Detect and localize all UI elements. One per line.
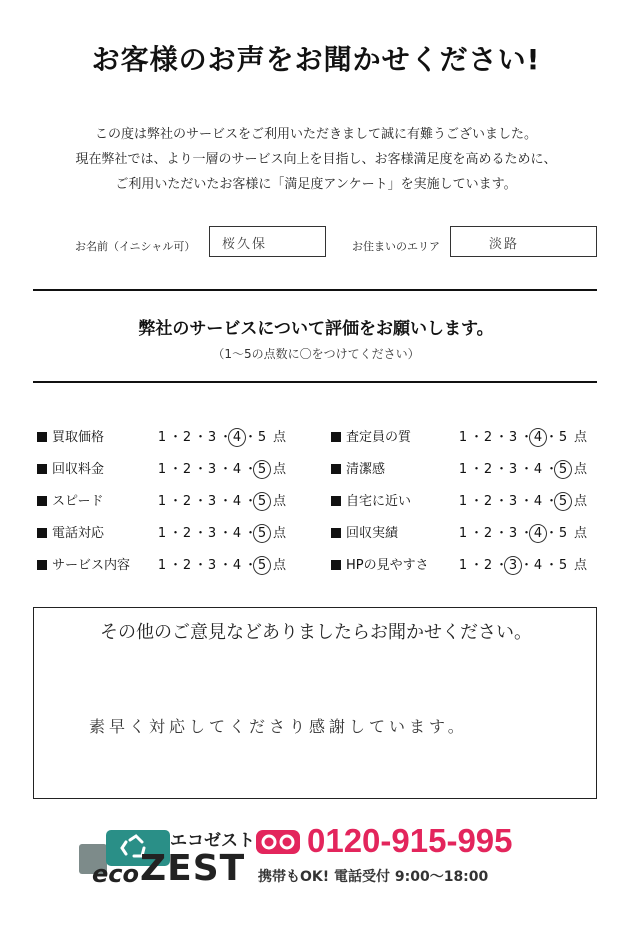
- score-option-selected[interactable]: 5: [255, 494, 269, 509]
- score-option[interactable]: 1: [458, 558, 468, 573]
- phone-hours: 携帯もOK! 電話受付 9:00〜18:00: [258, 869, 489, 885]
- scale-separator: ・: [244, 494, 258, 509]
- score-option-selected[interactable]: 4: [230, 430, 244, 445]
- scale-separator: ・: [520, 462, 534, 477]
- scale-separator: ・: [545, 494, 559, 509]
- area-field[interactable]: 淡路: [450, 226, 597, 257]
- score-option[interactable]: 2: [182, 558, 192, 573]
- score-option[interactable]: 4: [533, 558, 543, 573]
- rating-label: [37, 426, 104, 445]
- rating-row: [37, 490, 297, 510]
- score-option[interactable]: 3: [508, 462, 518, 477]
- score-option[interactable]: 4: [232, 558, 242, 573]
- score-option-selected[interactable]: 3: [506, 558, 520, 573]
- score-unit: 点: [574, 494, 588, 509]
- brand-eco: eco: [92, 860, 139, 888]
- comment-prompt: その他のご意見などありましたらお聞かせください。: [100, 622, 532, 643]
- rating-label-text: 査定員の質: [346, 430, 412, 445]
- intro-line-2: 現在弊社では、より一層のサービス向上を目指し、お客様満足度を高めるために、: [75, 152, 557, 167]
- score-unit: 点: [273, 430, 287, 445]
- scale-separator: ・: [244, 430, 258, 445]
- square-bullet-icon: [331, 528, 341, 538]
- score-option[interactable]: 2: [483, 494, 493, 509]
- rating-label-text: HPの見やすさ: [346, 558, 429, 573]
- score-unit: 点: [273, 494, 287, 509]
- rating-row: [331, 426, 591, 446]
- scale-separator: ・: [194, 430, 208, 445]
- square-bullet-icon: [37, 432, 47, 442]
- square-bullet-icon: [331, 464, 341, 474]
- score-unit: 点: [574, 430, 588, 445]
- rating-scale: [456, 426, 587, 445]
- score-option[interactable]: 3: [207, 494, 217, 509]
- rating-scale: [155, 426, 286, 445]
- rating-label-text: サービス内容: [52, 558, 131, 573]
- rating-row: [331, 554, 591, 574]
- score-option[interactable]: 2: [483, 526, 493, 541]
- brand-zest: ZEST: [140, 848, 246, 889]
- score-unit: 点: [273, 462, 287, 477]
- rating-scale: [456, 490, 587, 509]
- rating-scale: [155, 554, 286, 573]
- rating-scale: [456, 554, 587, 573]
- scale-separator: ・: [545, 430, 559, 445]
- score-option[interactable]: 2: [182, 430, 192, 445]
- brand-kana: エコゼスト: [170, 831, 255, 851]
- score-option[interactable]: 4: [232, 526, 242, 541]
- score-unit: 点: [574, 558, 588, 573]
- scale-separator: ・: [244, 526, 258, 541]
- scale-separator: ・: [219, 462, 233, 477]
- score-option[interactable]: 3: [508, 526, 518, 541]
- scale-separator: ・: [470, 462, 484, 477]
- scale-separator: ・: [219, 558, 233, 573]
- scale-separator: ・: [520, 558, 534, 573]
- rating-label: [37, 522, 104, 541]
- scale-separator: ・: [244, 558, 258, 573]
- score-option[interactable]: 5: [558, 558, 568, 573]
- score-option[interactable]: 2: [182, 494, 192, 509]
- score-option[interactable]: 1: [458, 494, 468, 509]
- score-option[interactable]: 1: [458, 462, 468, 477]
- scale-separator: ・: [169, 494, 183, 509]
- score-option[interactable]: 5: [558, 526, 568, 541]
- scale-separator: ・: [470, 526, 484, 541]
- score-option[interactable]: 2: [483, 430, 493, 445]
- rating-label-text: 電話対応: [52, 526, 105, 541]
- rating-scale: [456, 458, 587, 477]
- scale-separator: ・: [470, 430, 484, 445]
- scale-separator: ・: [169, 462, 183, 477]
- score-option[interactable]: 4: [533, 462, 543, 477]
- rating-scale: [456, 522, 587, 541]
- rating-row: [37, 458, 297, 478]
- scale-separator: ・: [219, 526, 233, 541]
- score-unit: 点: [574, 462, 588, 477]
- score-unit: 点: [273, 558, 287, 573]
- comment-box[interactable]: [33, 607, 597, 799]
- rating-label-text: スピード: [52, 494, 104, 509]
- score-option[interactable]: 2: [182, 526, 192, 541]
- score-option[interactable]: 4: [533, 494, 543, 509]
- score-unit: 点: [574, 526, 588, 541]
- scale-separator: ・: [545, 558, 559, 573]
- rating-label: [331, 458, 385, 477]
- rating-row: [331, 490, 591, 510]
- rating-row: [331, 522, 591, 542]
- rating-label: [331, 522, 398, 541]
- rating-row: [331, 458, 591, 478]
- comment-text: 素早く対応してくださり感謝しています。: [89, 717, 468, 736]
- square-bullet-icon: [37, 560, 47, 570]
- rating-label: [331, 554, 429, 573]
- rating-label-text: 自宅に近い: [346, 494, 412, 509]
- score-option[interactable]: 2: [483, 558, 493, 573]
- scale-separator: ・: [219, 430, 233, 445]
- divider-bottom: [33, 381, 597, 383]
- scale-separator: ・: [495, 526, 509, 541]
- scale-separator: ・: [520, 494, 534, 509]
- scale-separator: ・: [194, 462, 208, 477]
- score-option[interactable]: 4: [232, 462, 242, 477]
- score-option[interactable]: 5: [257, 430, 267, 445]
- scale-separator: ・: [470, 558, 484, 573]
- score-option[interactable]: 3: [207, 462, 217, 477]
- rating-label-text: 回収料金: [52, 462, 105, 477]
- name-label: お名前（イニシャル可）: [75, 240, 196, 253]
- divider-top: [33, 289, 597, 291]
- rating-scale: [155, 490, 286, 509]
- rating-label-text: 買取価格: [52, 430, 105, 445]
- rating-row: [37, 426, 297, 446]
- section-note: （1〜5の点数に〇をつけてください）: [212, 347, 420, 361]
- rating-row: [37, 554, 297, 574]
- score-option[interactable]: 1: [157, 558, 167, 573]
- scale-separator: ・: [520, 430, 534, 445]
- score-option-selected[interactable]: 5: [255, 526, 269, 541]
- rating-label: [331, 490, 411, 509]
- scale-separator: ・: [495, 494, 509, 509]
- score-option-selected[interactable]: 5: [556, 494, 570, 509]
- intro-line-3: ご利用いただいたお客様に「満足度アンケート」を実施しています。: [115, 177, 517, 192]
- rating-label: [331, 426, 411, 445]
- scale-separator: ・: [244, 462, 258, 477]
- score-option[interactable]: 3: [508, 430, 518, 445]
- score-option-selected[interactable]: 4: [531, 430, 545, 445]
- square-bullet-icon: [331, 560, 341, 570]
- rating-label: [37, 554, 130, 573]
- area-label: お住まいのエリア: [352, 240, 440, 253]
- scale-separator: ・: [495, 462, 509, 477]
- scale-separator: ・: [545, 462, 559, 477]
- score-option[interactable]: 3: [207, 526, 217, 541]
- scale-separator: ・: [219, 494, 233, 509]
- scale-separator: ・: [545, 526, 559, 541]
- scale-separator: ・: [169, 526, 183, 541]
- scale-separator: ・: [169, 558, 183, 573]
- score-option[interactable]: 5: [558, 430, 568, 445]
- scale-separator: ・: [470, 494, 484, 509]
- score-option[interactable]: 2: [182, 462, 192, 477]
- square-bullet-icon: [37, 464, 47, 474]
- square-bullet-icon: [331, 432, 341, 442]
- score-option-selected[interactable]: 5: [255, 462, 269, 477]
- score-option[interactable]: 3: [207, 430, 217, 445]
- page-title: お客様のお声をお聞かせください!: [91, 43, 541, 76]
- score-unit: 点: [273, 526, 287, 541]
- score-option[interactable]: 3: [508, 494, 518, 509]
- scale-separator: ・: [520, 526, 534, 541]
- score-option-selected[interactable]: 5: [255, 558, 269, 573]
- square-bullet-icon: [37, 528, 47, 538]
- scale-separator: ・: [495, 430, 509, 445]
- score-option[interactable]: 1: [157, 430, 167, 445]
- score-option-selected[interactable]: 4: [531, 526, 545, 541]
- score-option[interactable]: 1: [157, 494, 167, 509]
- scale-separator: ・: [194, 526, 208, 541]
- square-bullet-icon: [331, 496, 341, 506]
- free-dial-icon: [256, 830, 300, 858]
- scale-separator: ・: [194, 494, 208, 509]
- scale-separator: ・: [194, 558, 208, 573]
- rating-scale: [155, 522, 286, 541]
- square-bullet-icon: [37, 496, 47, 506]
- score-option[interactable]: 1: [458, 526, 468, 541]
- scale-separator: ・: [495, 558, 509, 573]
- score-option[interactable]: 2: [483, 462, 493, 477]
- rating-label-text: 清潔感: [346, 462, 386, 477]
- rating-scale: [155, 458, 286, 477]
- score-option[interactable]: 1: [157, 526, 167, 541]
- score-option[interactable]: 3: [207, 558, 217, 573]
- score-option-selected[interactable]: 5: [556, 462, 570, 477]
- score-option[interactable]: 1: [458, 430, 468, 445]
- scale-separator: ・: [169, 430, 183, 445]
- rating-label: [37, 458, 104, 477]
- rating-row: [37, 522, 297, 542]
- score-option[interactable]: 1: [157, 462, 167, 477]
- rating-label-text: 回収実績: [346, 526, 399, 541]
- rating-label: [37, 490, 103, 509]
- phone-number[interactable]: 0120-915-995: [307, 822, 513, 859]
- intro-line-1: この度は弊社のサービスをご利用いただきまして誠に有難うございました。: [94, 127, 537, 142]
- name-field[interactable]: 桜久保: [209, 226, 326, 257]
- score-option[interactable]: 4: [232, 494, 242, 509]
- section-title: 弊社のサービスについて評価をお願いします。: [138, 319, 494, 339]
